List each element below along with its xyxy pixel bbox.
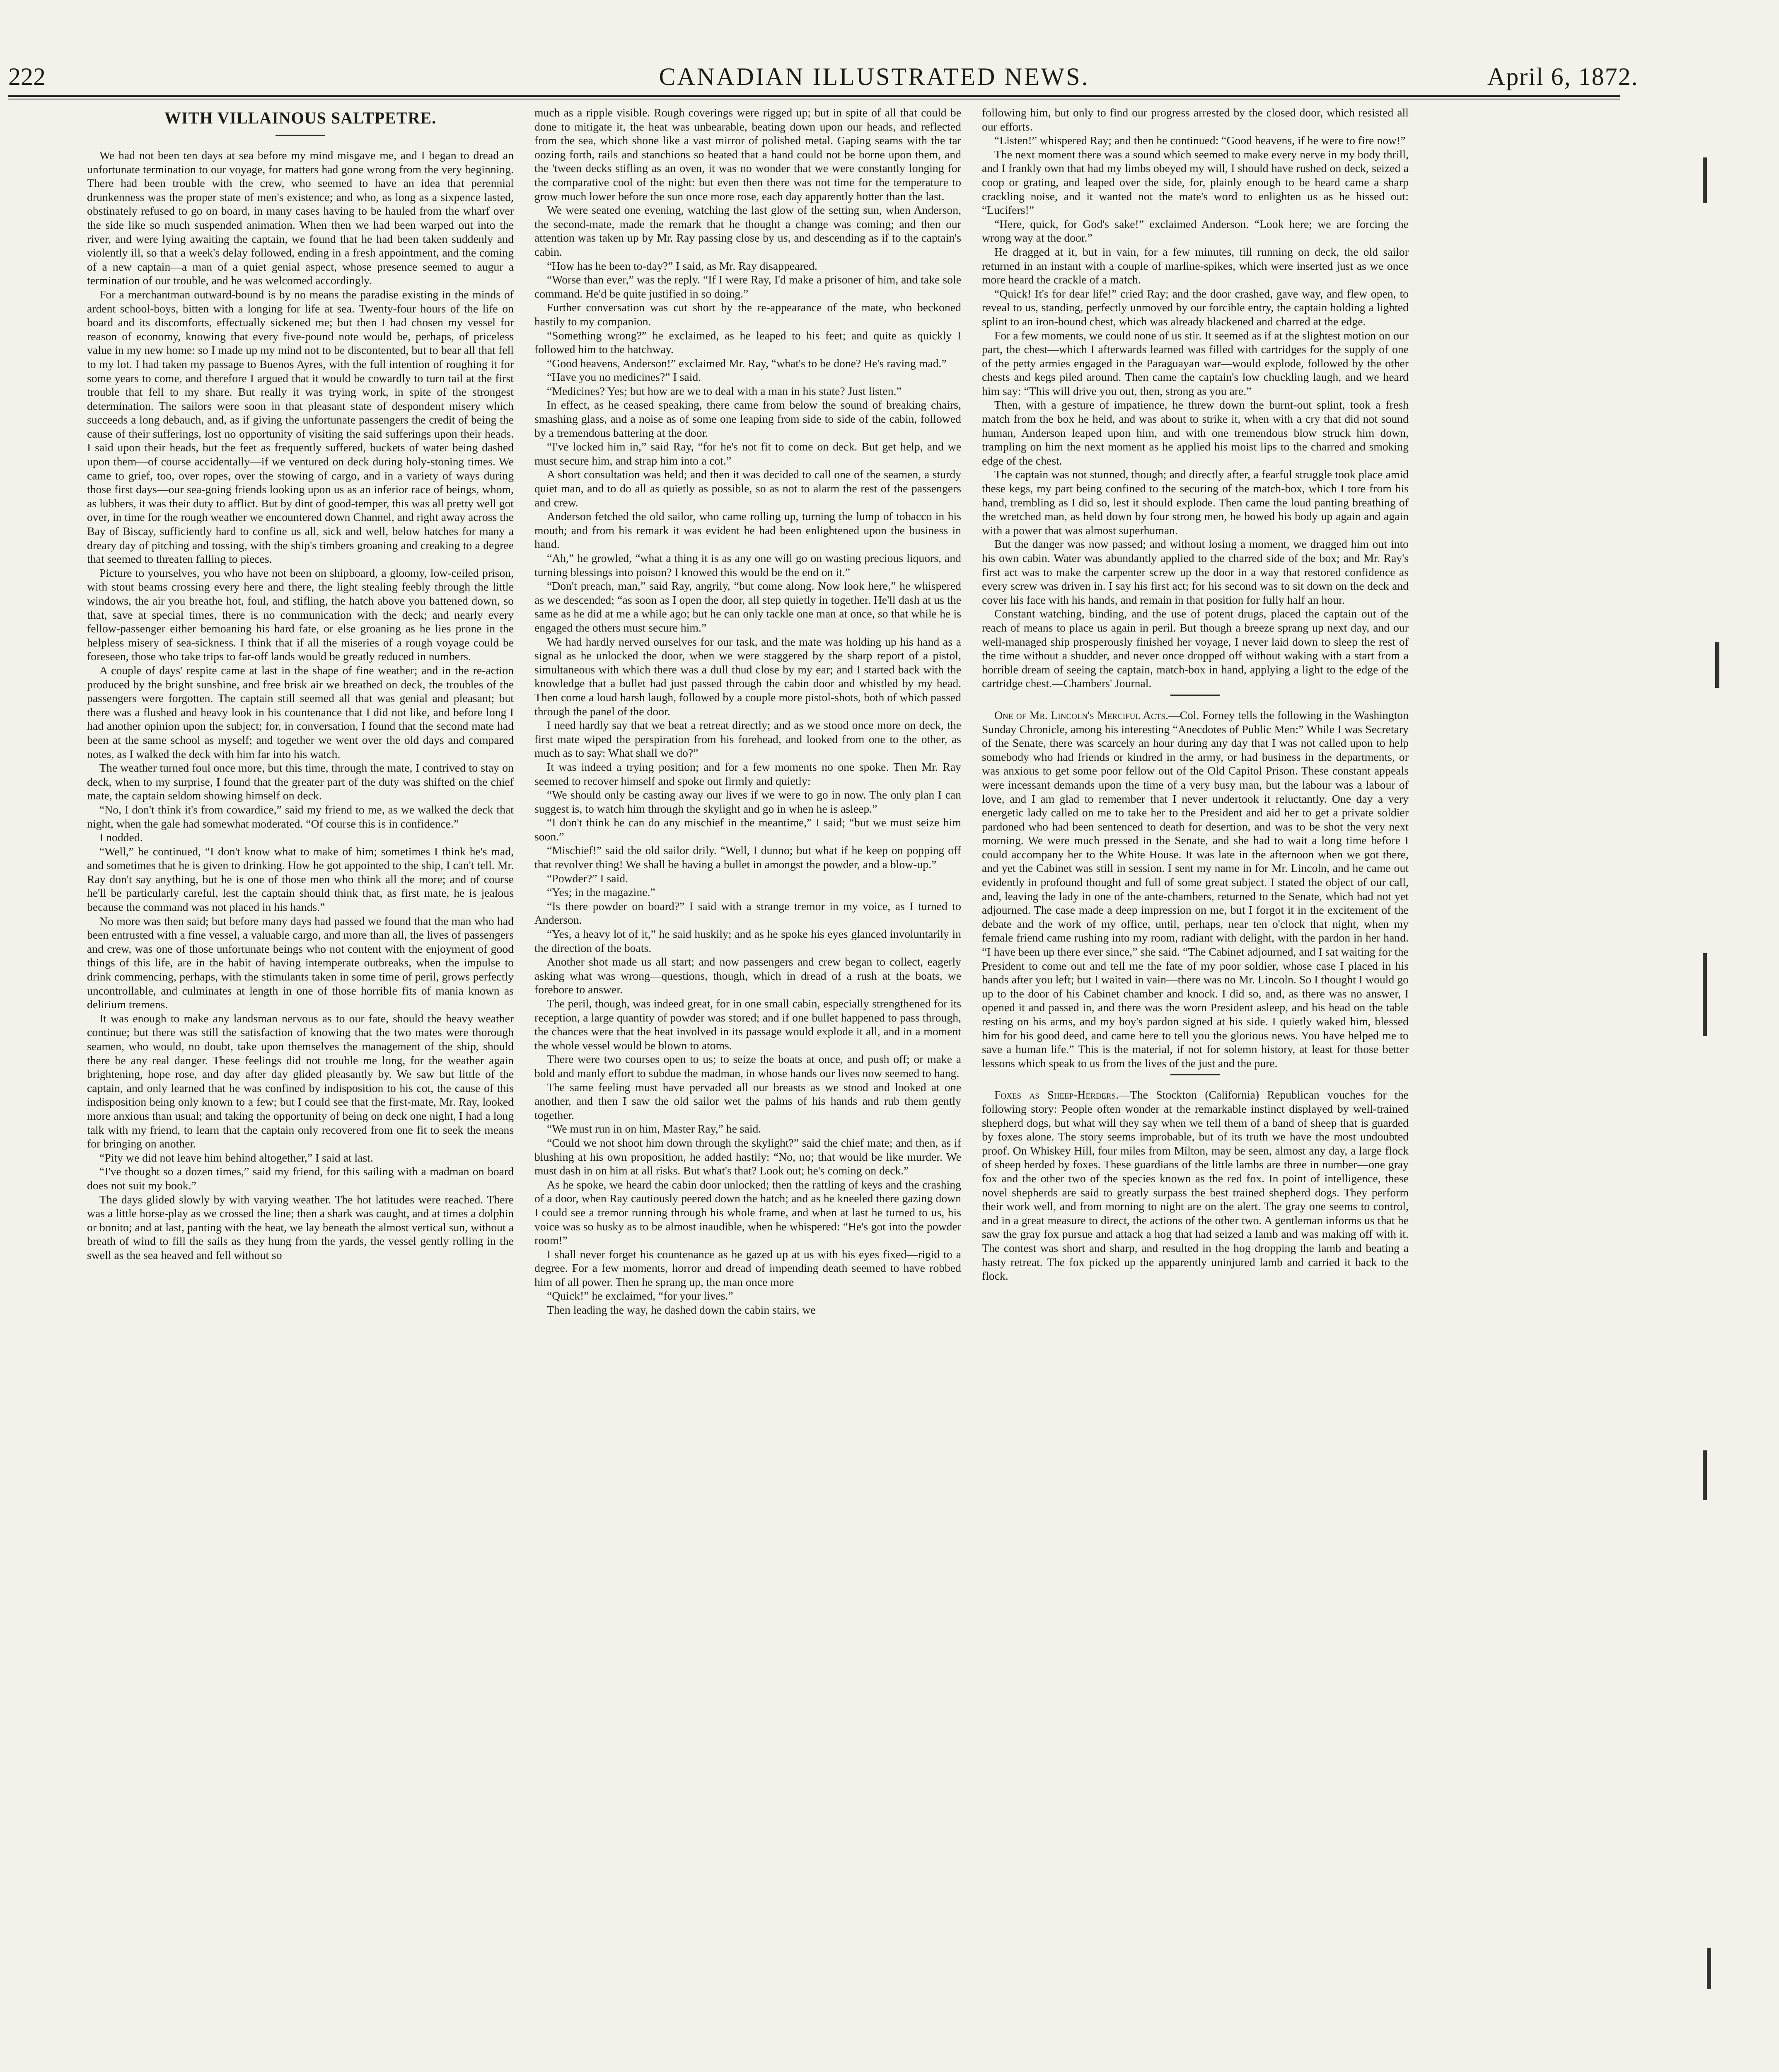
story-paragraph: Anderson fetched the old sailor, who came rolling up, turning the lump of tobacco in his mouth; and from his remark it was evident he had been enlightened upon the business in hand. bbox=[534, 510, 961, 551]
story-paragraph: We had hardly nerved ourselves for our task, and the mate was holding up his hand as a signal as he unlocked the door, when we were staggered by the sharp report of a pistol, simultaneous with which there was a dull thud close by my ear; and I started back with the knowledge that a bullet had just passed through the cabin door and whistled by my head. Then come a loud harsh laugh, followed by a couple more pistol-shots, both of which passed through the panel of the door. bbox=[534, 635, 961, 718]
binding-mark bbox=[1703, 1450, 1707, 1500]
story-paragraph: “Yes; in the magazine.” bbox=[547, 886, 655, 899]
story-paragraph: A short consultation was held; and then it was decided to call one of the seamen, a sturdy quiet man, and to do all as quietly as possible, so as not to alarm the rest of the passengers and crew. bbox=[534, 468, 961, 509]
page-header bbox=[0, 0, 1779, 95]
story-paragraph: The weather turned foul once more, but this time, through the mate, I contrived to stay on deck, when to my surprise, I found that the greater part of the duty was shifted on the chief mate, the captain seldom showing himself on deck. bbox=[87, 761, 514, 802]
story-paragraph: Then leading the way, he dashed down the cabin stairs, we bbox=[547, 1303, 816, 1317]
story-paragraph: “Is there powder on board?” I said with a strange tremor in my voice, as I turned to Anderson. bbox=[534, 899, 961, 927]
story-paragraph: “Here, quick, for God's sake!” exclaimed Anderson. “Look here; we are forcing the wrong way at the door.” bbox=[982, 217, 1409, 244]
story-paragraph: “Pity we did not leave him behind altogether,” I said at last. bbox=[99, 1151, 373, 1164]
story-paragraph: “How has he been to-day?” I said, as Mr. Ray disappeared. bbox=[547, 259, 817, 272]
column-3 bbox=[982, 106, 1409, 2072]
page-number: 222 bbox=[8, 63, 46, 90]
binding-mark bbox=[1715, 642, 1719, 688]
story-paragraph: “Could we not shoot him down through the skylight?” said the chief mate; and then, as if blushing at his own proposition, he added hastily: “No, no; that would be like murder. We must dash in on him at all risks. But what's that? Look out; he's coming on deck.” bbox=[534, 1136, 961, 1177]
story-paragraph: It was indeed a trying position; and for a few moments no one spoke. Then Mr. Ray seemed to recover himself and spoke out firmly and quietly: bbox=[534, 760, 961, 787]
story-paragraph: “Powder?” I said. bbox=[547, 871, 628, 885]
foxes-body: —The Stockton (California) Republican vouches for the following story: People often wonder at the remarkable instinct displayed by well-trained shepherd dogs, but what will they say when we tell them of a band of sheep that is guarded by foxes alone. The story seems improbable, but of its truth we have the most undoubted proof. On Whiskey Hill, four miles from Milton, may be seen, almost any day, a large flock of sheep herded by foxes. These guardians of the little lambs are three in number—one gray fox and the other two of the species known as the red fox. In point of intelligence, these novel shepherds are said to greatly surpass the best trained shepherd dogs. They perform their work well, and from morning to night are on the alert. The gray one seems to control, and in a great measure to direct, the actions of the other two. A gentleman informs us that he saw the gray fox pursue and attack a hog that had seized a lamb and was making off with it. The contest was short and sharp, and resulted in the hog dropping the lamb and beating a hasty retreat. The fox picked up the apparently uninjured lamb and carried it back to the flock. bbox=[982, 1088, 1409, 1283]
story-paragraph: “Worse than ever,” was the reply. “If I were Ray, I'd make a prisoner of him, and take sole command. He'd be quite justified in so doing.” bbox=[534, 273, 961, 300]
story-paragraph: “Listen!” whispered Ray; and then he continued: “Good heavens, if he were to fire now!” bbox=[994, 134, 1406, 147]
story-paragraph: “Good heavens, Anderson!” exclaimed Mr. Ray, “what's to be done? He's raving mad.” bbox=[547, 356, 947, 370]
story-paragraph: He dragged at it, but in vain, for a few minutes, till running on deck, the old sailor returned in an instant with a couple of marline-spikes, which were inserted just as we once more heard the crackle of a match. bbox=[982, 245, 1409, 286]
story-paragraph: No more was then said; but before many days had passed we found that the man who had been entrusted with a fine vessel, a valuable cargo, and more than all, the lives of passengers and crew, was one of those unfortunate beings who not content with the enjoyment of good things of this life, are in the habit of having intemperate outbreaks, when the impulse to drink commencing, perhaps, with the stimulants taken in some time of peril, grows perfectly uncontrollable, and culminates at length in one of those horrible fits of mania known as delirium tremens. bbox=[87, 914, 514, 1011]
story-paragraph: The captain was not stunned, though; and directly after, a fearful struggle took place amid these kegs, my part being confined to the securing of the match-box, which I tore from his hand, trembling as I did so, lest it should explode. Then came the loud panting breathing of the wretched man, as held down by four strong men, he bowed his body up again and again with a power that was almost superhuman. bbox=[982, 468, 1409, 537]
story-paragraph: “Ah,” he growled, “what a thing it is as any one will go on wasting precious liquors, and turning blessings into poison? I knowed this would be the end on it.” bbox=[534, 552, 961, 579]
story-paragraph: Another shot made us all start; and now passengers and crew began to collect, eagerly asking what was wrong—questions, though, which in dread of a rush at the boats, we forebore to answer. bbox=[534, 955, 961, 996]
story-paragraph: We had not been ten days at sea before my mind misgave me, and I began to dread an unfortunate termination to our voyage, for matters had gone wrong from the very beginning. There had been trouble with the crew, who seemed to have an idea that perennial drunkenness was the proper state of men's existence; and who, as long as a sixpence lasted, obstinately refused to go on board, in many cases having to be hauled from the wharf over the side like so much suspended animation. When then we had been warped out into the river, and were lying awaiting the captain, we found that he had been taken suddenly and violently ill, so that a week's delay followed, ending in a fresh appointment, and the coming of a new captain—a man of a quiet genial aspect, whose presence seemed to augur a termination of our trouble, and he was welcomed accordingly. bbox=[87, 149, 514, 287]
story-paragraph: We were seated one evening, watching the last glow of the setting sun, when Anderson, the second-mate, made the remark that he thought a change was coming; and then our attention was taken up by Mr. Ray passing close by us, and descending as if to the captain's cabin. bbox=[534, 203, 961, 258]
story-paragraph: In effect, as he ceased speaking, there came from below the sound of breaking chairs, smashing glass, and a noise as of some one leaping from side to side of the cabin, followed by a tremendous battering at the door. bbox=[534, 398, 961, 439]
story-paragraph: “I've thought so a dozen times,” said my friend, for this sailing with a madman on board does not suit my book.” bbox=[87, 1165, 514, 1192]
lincoln-body: —Col. Forney tells the following in the Washington Sunday Chronicle, among his interesting “Anecdotes of Public Men:” While I was Secretary of the Senate, there was scarcely an hour during any day that I was not called upon to help somebody who had friends or kindred in the army, or had business in the departments, or was anxious to get some poor fellow out of the Old Capitol Prison. These constant appeals were incessant demands upon the time of a very busy man, but the labour was a labour of love, and I am glad to remember that I never undertook it reluctantly. One day a very energetic lady called on me to take her to the President and aid her to get a private soldier pardoned who had been sentenced to death for desertion, and was to be shot the very next morning. We were much pressed in the Senate, and she had to wait a long time before I could accompany her to the White House. It was late in the afternoon when we got there, and yet the Cabinet was still in session. I sent my name in for Mr. Lincoln, and he came out evidently in profound thought and full of some great subject. I stated the object of our call, and, leaving the lady in one of the ante-chambers, returned to the Senate, which had not yet adjourned. The case made a deep impression on me, but I forgot it in the excitement of the debate and the work of my office, until, perhaps, near ten o'clock that night, when my female friend came rushing into my room, radiant with delight, with the pardon in her hand. “I have been up there ever since,” she said. “The Cabinet adjourned, and I sat waiting for the President to come out and tell me the fate of my poor soldier, whose case I placed in his hands after you left; but I waited in vain—there was no Mr. Lincoln. So I thought I would go up to the door of his Cabinet chamber and knock. I did so, and, as there was no answer, I opened it and passed in, and there was the worn President asleep, and his head on the table resting on his arms, and my boy's pardon signed at his side. I quietly waked him, blessed him for his good deed, and came here to tell you the glorious news. You have helped me to save a human life.” This is the material, if not for solemn history, at least for those better lessons which speak to us from the lives of the just and the pure. bbox=[982, 708, 1409, 1070]
story-paragraph: “Yes, a heavy lot of it,” he said huskily; and as he spoke his eyes glanced involuntarily in the direction of the boats. bbox=[534, 927, 961, 954]
story-paragraph: A couple of days' respite came at last in the shape of fine weather; and in the re-action produced by the bright sunshine, and free brisk air we breathed on deck, the troubles of the passengers were forgotten. The captain still seemed all that was genial and pleasant; but there was a flushed and heavy look in his countenance that I did not like, and before long I had another opinion upon the subject; for, in conversation, I found that the second mate had been at the same school as myself; and together we went over the old days and compared notes, as I walked the deck with him far into his watch. bbox=[87, 663, 514, 760]
foxes-article bbox=[982, 1088, 1409, 1283]
story-paragraph: For a merchantman outward-bound is by no means the paradise existing in the minds of ardent school-boys, bitten with a longing for life at sea. Twenty-four hours of the life on board and its discomforts, effectually sickened me; but then I had chosen my vessel for reason of economy, knowing that every five-pound note would be, perhaps, of priceless value in my new home: so I made up my mind not to be discontented, but to bear all that fell to my lot. I had taken my passage to Buenos Ayres, with the full intention of roughing it for some years to come, and therefore I argued that it would be cowardly to turn tail at the first trouble that fell to my share. But really it was trying work, in spite of the strongest determination. The sailors were soon in that pleasant state of despondent misery which succeeds a long debauch, and, as if giving the unfortunate passengers the credit of being the cause of their sufferings, lost no opportunity of visiting the said sufferings upon their heads. I said upon their heads, but the feet as frequently suffered, buckets of water being dashed upon them—of course accidentally—if we ventured on deck during holy-stoning times. We came to grief, too, over ropes, over the stowing of cargo, and in a variety of ways during those first days—our sea-going friends looking upon us as an inferior race of beings, whom, as lubbers, it was their duty to afflict. But by dint of good-temper, this was all pretty well got over, in time for the rough weather we encountered down Channel, and right away across the Bay of Biscay, sufficiently hard to confine us all, sick and well, below hatches for many a dreary day of pitching and tossing, with the ship's timbers groaning and creaking to a degree that seemed to threaten falling to pieces. bbox=[87, 288, 514, 566]
story-paragraph: Picture to yourselves, you who have not been on shipboard, a gloomy, low-ceiled prison, with stout beams crossing every here and there, the light stealing feebly through the little windows, the air you breathe hot, foul, and stifling, the hatch above you battened down, so that, save at special times, there is no communication with the deck; and nearly every fellow-passenger either bemoaning his hard fate, or else groaning as he lies prone in the helpless misery of sea-sickness. I think that if all the miseries of a rough voyage could be foreseen, those who take trips to far-off lands would be greatly reduced in numbers. bbox=[87, 566, 514, 663]
story-paragraph: “No, I don't think it's from cowardice,” said my friend to me, as we walked the deck that night, when the gale had somewhat moderated. “Of course this is in confidence.” bbox=[87, 803, 514, 830]
foxes-heading: Foxes as Sheep-Herders. bbox=[994, 1088, 1119, 1101]
story-paragraph: Further conversation was cut short by the re-appearance of the mate, who beckoned hastily to my companion. bbox=[534, 301, 961, 328]
lincoln-article bbox=[982, 708, 1409, 1070]
header-rule bbox=[8, 95, 1620, 97]
story-paragraph: The next moment there was a sound which seemed to make every nerve in my body thrill, and I frankly own that had my limbs obeyed my will, I should have rushed on deck, seized a coop or grating, and leaped over the side, for, plainly enough to be heard came a sharp crackling noise, and it wanted not the mate's word to enlighten us as he hissed out: “Lucifers!” bbox=[982, 148, 1409, 217]
story-paragraph: “Mischief!” said the old sailor drily. “Well, I dunno; but what if he keep on popping off that revolver thing! We shall be having a bullet in amongst the powder, and a blow-up.” bbox=[534, 844, 961, 871]
story-paragraph: “Have you no medicines?” I said. bbox=[547, 370, 701, 384]
story-paragraph: There were two courses open to us; to seize the boats at once, and push off; or make a bold and manly effort to subdue the madman, in whose hands our lives now seemed to hang. bbox=[534, 1053, 961, 1080]
issue-date: April 6, 1872. bbox=[1487, 63, 1639, 90]
publication-title: CANADIAN ILLUSTRATED NEWS. bbox=[659, 63, 1090, 90]
story-paragraph: “Quick! It's for dear life!” cried Ray; and the door crashed, gave way, and flew open, to reveal to us, standing, perfectly unmoved by our forcible entry, the captain holding a lighted splint to an iron-bound chest, which was already blackened and charred at the edge. bbox=[982, 287, 1409, 328]
binding-mark bbox=[1703, 157, 1707, 203]
story-paragraph: I shall never forget his countenance as he gazed up at us with his eyes fixed—rigid to a degree. For a few moments, horror and dread of impending death seemed to have robbed him of all power. Then he sprang up, the man once more bbox=[534, 1247, 961, 1288]
story-paragraph: “Don't preach, man,” said Ray, angrily, “but come along. Now look here,” he whispered as we descended; “as soon as I open the door, all step quietly in together. He'll dash at us the same as he did at me a while ago; but he can only tackle one man at once, so that while he is engaged the others must secure him.” bbox=[534, 579, 961, 634]
story-paragraph: “Quick!” he exclaimed, “for your lives.” bbox=[547, 1289, 733, 1302]
story-paragraph: “Something wrong?” he exclaimed, as he leaped to his feet; and quite as quickly I followed him to the hatchway. bbox=[534, 329, 961, 356]
title-divider bbox=[276, 135, 325, 136]
binding-mark bbox=[1707, 1948, 1711, 1989]
story-paragraph: “I don't think he can do any mischief in the meantime,” I said; “but we must seize him soon.” bbox=[534, 816, 961, 843]
story-title: WITH VILLAINOUS SALTPETRE. bbox=[164, 109, 437, 127]
lincoln-heading: One of Mr. Lincoln's Merciful Acts. bbox=[994, 708, 1168, 721]
column-1 bbox=[87, 106, 514, 2072]
story-paragraph: “We must run in on him, Master Ray,” he said. bbox=[547, 1122, 761, 1135]
story-paragraph: following him, but only to find our progress arrested by the closed door, which resisted all our efforts. bbox=[982, 106, 1409, 133]
story-paragraph: As he spoke, we heard the cabin door unlocked; then the rattling of keys and the crashing of a door, when Ray cautiously peered down the hatch; and as he kneeled there gazing down I could see a tremor running through his whole frame, and when at last he turned to us, his voice was so husky as to be almost inaudible, when he whispered: “He's got into the powder room!” bbox=[534, 1178, 961, 1247]
story-paragraph: The peril, though, was indeed great, for in one small cabin, especially strengthened for its reception, a large quantity of powder was stored; and if one bullet happened to pass through, the chances were that the heat involved in its passage would explode it all, and in a moment the whole vessel would be blown to atoms. bbox=[534, 997, 961, 1052]
article-divider bbox=[1170, 1074, 1220, 1075]
story-paragraph: “Well,” he continued, “I don't know what to make of him; sometimes I think he's mad, and sometimes that he is given to drinking. How he got appointed to the ship, I can't tell. Mr. Ray don't say anything, but he is one of those men who think all the more; and of course he'll be particularly careful, lest the captain should think that, as first mate, he is jealous because the command was not placed in his hands.” bbox=[87, 845, 514, 914]
story-paragraph: much as a ripple visible. Rough coverings were rigged up; but in spite of all that could be done to mitigate it, the heat was unbearable, beating down upon our heads, and reflected from the sea, which shone like a vast mirror of polished metal. Gaping seams with the tar oozing forth, rails and stanchions so heated that a hand could not be borne upon them, and the 'tween decks stifling as an oven, it was no wonder that we were constantly longing for the comparative cool of the night: but even then there was not time for the temperature to grow much lower before the sun once more rose, each day apparently hotter than the last. bbox=[534, 106, 961, 203]
story-paragraph: It was enough to make any landsman nervous as to our fate, should the heavy weather continue; but there was still the satisfaction of knowing that the two mates were thorough seamen, who would, no doubt, take upon themselves the management of the ship, should there be any real danger. These feelings did not trouble me long, for the weather again brightening, hope rose, and day after day glided pleasantly by. We saw but little of the captain, and only learned that he was confined by indisposition to his cot, the cause of this indisposition being only known to a few; but I could see that the first-mate, Mr. Ray, looked more anxious than usual; and taking the opportunity of being on deck one night, I had a long talk with my friend, to learn that the captain only recovered from one fit to seek the means for bringing on another. bbox=[87, 1012, 514, 1150]
column-2 bbox=[534, 106, 961, 2072]
story-paragraph: I nodded. bbox=[99, 831, 143, 844]
story-paragraph: But the danger was now passed; and without losing a moment, we dragged him out into his own cabin. Water was abundantly applied to the charred side of the box; and Mr. Ray's first act was to make the carpenter screw up the door in a way that restored confidence as every screw was driven in. I say his first act; for his second was to sit down on the deck and cover his face with his hands, and remain in that position for fully half an hour. bbox=[982, 537, 1409, 606]
story-paragraph: “I've locked him in,” said Ray, “for he's not fit to come on deck. But get help, and we must secure him, and strap him into a cot.” bbox=[534, 440, 961, 467]
story-paragraph: “We should only be casting away our lives if we were to go in now. The only plan I can suggest is, to watch him through the skylight and go in when he is asleep.” bbox=[534, 788, 961, 815]
story-paragraph: For a few moments, we could none of us stir. It seemed as if at the slightest motion on our part, the chest—which I afterwards learned was filled with cartridges for the supply of one of the petty armies engaged in the Paraguayan war—would explode, followed by the other chests and kegs piled around. Then came the captain's low chuckling laugh, and we heard him say: “This will drive you out, then, strong as you are.” bbox=[982, 329, 1409, 397]
story-paragraph: The days glided slowly by with varying weather. The hot latitudes were reached. There was a little horse-play as we crossed the line; then a shark was caught, and at times a dolphin or bonito; and at last, panting with the heat, we lay beneath the almost vertical sun, without a breath of wind to fill the sails as they hung from the yards, the vessel gently rolling in the swell as the sea heaved and fell without so bbox=[87, 1193, 514, 1261]
article-divider bbox=[1170, 695, 1220, 696]
story-paragraph: “Medicines? Yes; but how are we to deal with a man in his state? Just listen.” bbox=[547, 384, 902, 397]
story-paragraph: Constant watching, binding, and the use of potent drugs, placed the captain out of the reach of means to place us again in peril. But though a breeze sprang up next day, and our well-managed ship prosperously finished her voyage, I never laid down to sleep the rest of the time without a shudder, and never once dropped off without waking with a start from a horrible dream of seeing the captain, match-box in hand, applying a light to the edge of the cartridge chest.—Chambers' Journal. bbox=[982, 607, 1409, 690]
story-paragraph: The same feeling must have pervaded all our breasts as we stood and looked at one another, and then I saw the old sailor wet the palms of his hands and rub them gently together. bbox=[534, 1080, 961, 1121]
story-paragraph: I need hardly say that we beat a retreat directly; and as we stood once more on deck, the first mate wiped the perspiration from his forehead, and looked from one to the other, as much as to say: What shall we do?” bbox=[534, 719, 961, 760]
binding-mark bbox=[1703, 953, 1707, 1036]
story-paragraph: Then, with a gesture of impatience, he threw down the burnt-out splint, took a fresh match from the box he held, and was about to strike it, when with a cry that did not sound human, Anderson leaped upon him, and with one tremendous blow struck him down, trampling on him the next moment as he applied his moist lips to the charred and smoking edge of the chest. bbox=[982, 398, 1409, 467]
